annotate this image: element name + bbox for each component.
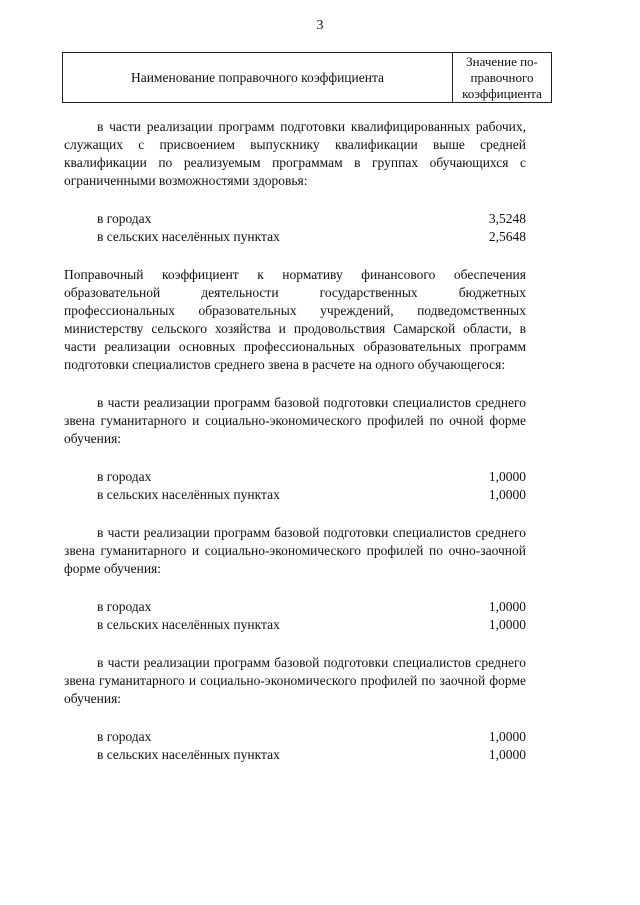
row-value: 1,0000 (488, 469, 526, 484)
coefficient-row (64, 728, 526, 746)
header-value-column (453, 53, 551, 102)
section-4-text: в части реализации программ базовой подготовки специалистов среднего звена гуманитарного и социально-экономического профилей по заочной форме обучения: (64, 655, 526, 706)
row-label: в городах (97, 599, 152, 614)
row-value: 1,0000 (488, 599, 526, 614)
header-value-line: Значение по- (466, 53, 538, 69)
row-value: 1,0000 (488, 617, 526, 632)
coefficient-row (64, 746, 526, 764)
coefficient-row (64, 598, 526, 616)
coefficient-row (64, 486, 526, 504)
section-2-text: в части реализации программ базовой подготовки специалистов среднего звена гуманитарного и социально-экономического профилей по очной форме обучения: (64, 395, 526, 446)
row-label: в сельских населённых пунктах (97, 229, 280, 244)
document-body (64, 118, 526, 764)
coefficient-row (64, 228, 526, 246)
table-header (62, 52, 552, 103)
row-label: в сельских населённых пунктах (97, 617, 280, 632)
header-value-line: правочного (470, 69, 534, 85)
coefficient-row (64, 468, 526, 486)
section-3-text: в части реализации программ базовой подготовки специалистов среднего звена гуманитарного и социально-экономического профилей по очно-заочной форме обучения: (64, 525, 526, 576)
header-value-line: коэффициента (462, 85, 542, 101)
main-paragraph: Поправочный коэффициент к нормативу финансового обеспечения образовательной деятельности государственных бюджетных профессиональных образовательных учреждений, подведомственных министерству сельского хозяйства и продовольствия Самарской области, в части реализации основных профессиональных образовательных программ подготовки специалистов среднего звена в расчете на одного обучающегося: (64, 267, 526, 372)
row-label: в сельских населённых пунктах (97, 487, 280, 502)
row-value: 1,0000 (488, 747, 526, 762)
row-label: в городах (97, 729, 152, 744)
page-number: 3 (316, 18, 324, 33)
row-value: 3,5248 (488, 211, 526, 226)
section-1-text: в части реализации программ подготовки квалифицированных рабочих, служащих с присвоением выпускнику квалификации выше средней квалификации по реализуемым программам в группах обучающихся с ограниченными возможностями здоровья: (64, 119, 526, 188)
coefficient-row (64, 616, 526, 634)
row-value: 1,0000 (488, 487, 526, 502)
header-name-column: Наименование поправочного коэффициента (63, 53, 453, 102)
row-value: 1,0000 (488, 729, 526, 744)
row-label: в городах (97, 211, 152, 226)
row-label: в сельских населённых пунктах (97, 747, 280, 762)
row-value: 2,5648 (488, 229, 526, 244)
row-label: в городах (97, 469, 152, 484)
coefficient-row (64, 210, 526, 228)
